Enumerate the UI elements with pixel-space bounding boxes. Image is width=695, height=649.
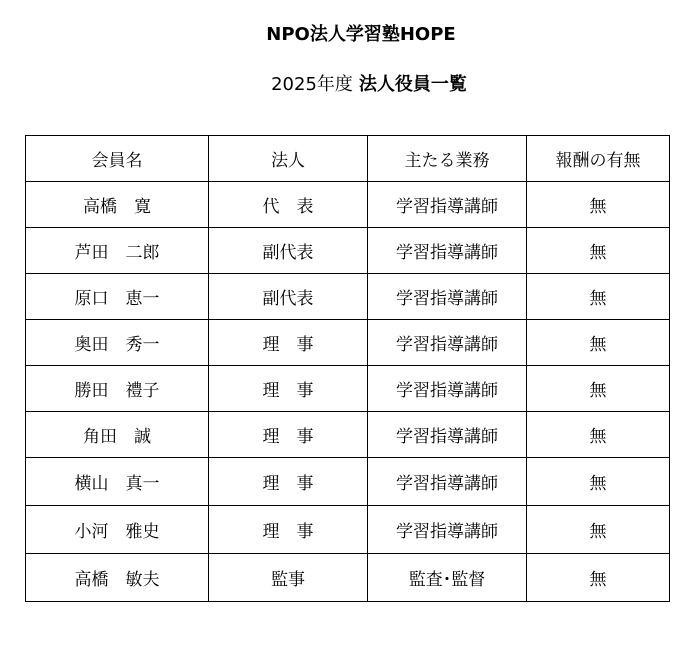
corporate-role-cell: 理 事 xyxy=(209,458,368,506)
table-row xyxy=(26,366,670,412)
member-name-cell: 高橋 敏夫 xyxy=(26,554,209,602)
member-name-cell: 芦田 二郎 xyxy=(26,228,209,274)
main-duties-cell: 学習指導講師 xyxy=(368,182,527,228)
compensation-cell: 無 xyxy=(527,412,670,458)
column-header-main-duties: 主たる業務 xyxy=(368,136,527,182)
corporate-role-cell: 理 事 xyxy=(209,506,368,554)
officers-table xyxy=(25,135,670,602)
organization-title: NPO法人学習塾HOPE xyxy=(266,24,456,45)
main-duties-cell: 学習指導講師 xyxy=(368,458,527,506)
corporate-role-cell: 理 事 xyxy=(209,366,368,412)
corporate-role-cell: 監事 xyxy=(209,554,368,602)
member-name-cell: 角田 誠 xyxy=(26,412,209,458)
fiscal-year: 2025年度 xyxy=(271,74,353,95)
corporate-role-cell: 代 表 xyxy=(209,182,368,228)
table-row xyxy=(26,458,670,506)
corporate-role-cell: 副代表 xyxy=(209,228,368,274)
table-row xyxy=(26,320,670,366)
compensation-cell: 無 xyxy=(527,506,670,554)
column-header-corporate-role: 法人 xyxy=(209,136,368,182)
member-name-cell: 原口 恵一 xyxy=(26,274,209,320)
compensation-cell: 無 xyxy=(527,554,670,602)
corporate-role-cell: 副代表 xyxy=(209,274,368,320)
corporate-role-cell: 理 事 xyxy=(209,320,368,366)
main-duties-cell: 学習指導講師 xyxy=(368,320,527,366)
member-name-cell: 勝田 禮子 xyxy=(26,366,209,412)
corporate-role-cell: 理 事 xyxy=(209,412,368,458)
document-title xyxy=(0,72,695,98)
member-name-cell: 高橋 寛 xyxy=(26,182,209,228)
compensation-cell: 無 xyxy=(527,366,670,412)
compensation-cell: 無 xyxy=(527,228,670,274)
compensation-cell: 無 xyxy=(527,320,670,366)
compensation-cell: 無 xyxy=(527,182,670,228)
table-row xyxy=(26,228,670,274)
column-header-member-name: 会員名 xyxy=(26,136,209,182)
compensation-cell: 無 xyxy=(527,458,670,506)
member-name-cell: 小河 雅史 xyxy=(26,506,209,554)
table-row xyxy=(26,274,670,320)
main-duties-cell: 学習指導講師 xyxy=(368,228,527,274)
column-header-compensation: 報酬の有無 xyxy=(527,136,670,182)
member-name-cell: 奥田 秀一 xyxy=(26,320,209,366)
main-duties-cell: 監査･監督 xyxy=(368,554,527,602)
table-row xyxy=(26,182,670,228)
table-row xyxy=(26,506,670,554)
member-name-cell: 横山 真一 xyxy=(26,458,209,506)
main-duties-cell: 学習指導講師 xyxy=(368,506,527,554)
table-row xyxy=(26,554,670,602)
document-heading: 法人役員一覧 xyxy=(358,74,467,95)
table-header-row xyxy=(26,136,670,182)
main-duties-cell: 学習指導講師 xyxy=(368,412,527,458)
table-row xyxy=(26,412,670,458)
main-duties-cell: 学習指導講師 xyxy=(368,274,527,320)
main-duties-cell: 学習指導講師 xyxy=(368,366,527,412)
compensation-cell: 無 xyxy=(527,274,670,320)
